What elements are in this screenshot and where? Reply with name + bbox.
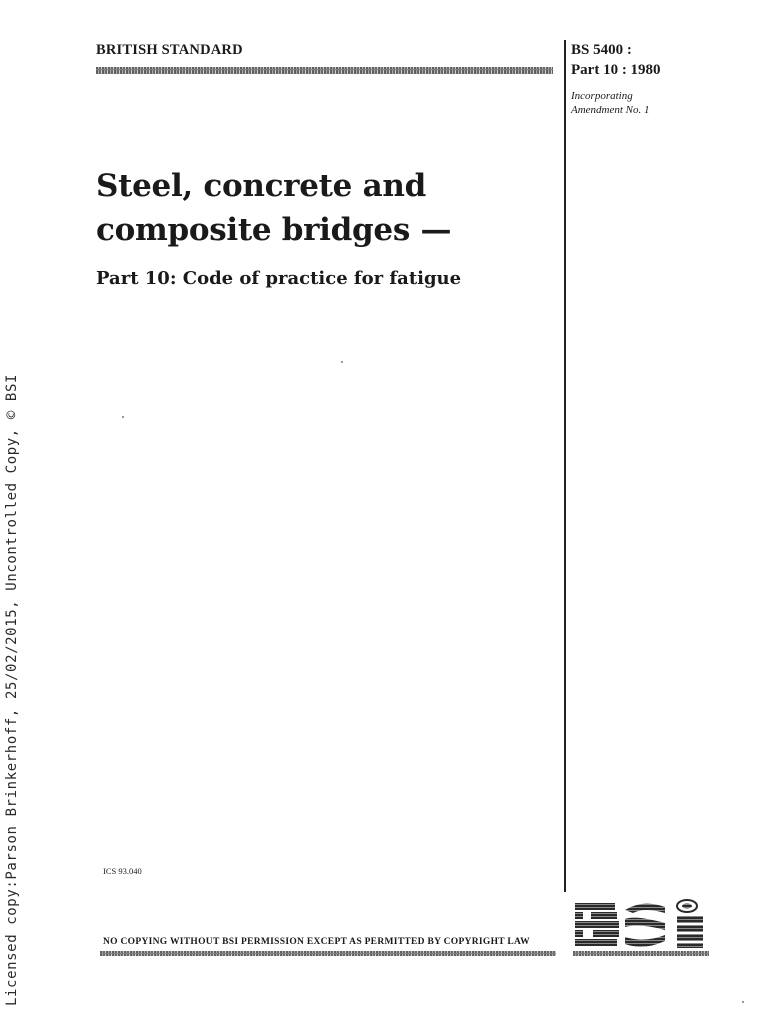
header-label: BRITISH STANDARD — [96, 42, 243, 58]
copyright-notice: NO COPYING WITHOUT BSI PERMISSION EXCEPT AS PERMITTED BY COPYRIGHT LAW — [103, 937, 530, 947]
scan-speck — [341, 361, 343, 363]
amendment-line-2: Amendment No. 1 — [571, 104, 650, 116]
bsi-logo-icon — [573, 897, 709, 957]
watermark-text: Licensed copy:Parson Brinkerhoff, 25/02/2015, Uncontrolled Copy, © BSI — [4, 373, 20, 1007]
ics-code: ICS 93.040 — [103, 866, 142, 876]
standard-number: BS 5400 : — [571, 42, 632, 58]
title-line-2: composite bridges — — [96, 212, 452, 248]
scan-speck — [742, 1001, 744, 1003]
license-watermark — [0, 0, 24, 1024]
standard-part: Part 10 : 1980 — [571, 62, 661, 78]
vertical-divider — [564, 40, 566, 892]
document-subtitle: Part 10: Code of practice for fatigue — [96, 268, 462, 289]
document-title — [96, 164, 451, 252]
standard-number-block — [571, 40, 661, 80]
footer-rule — [100, 951, 556, 956]
amendment-note — [571, 89, 650, 117]
title-line-1: Steel, concrete and — [96, 168, 426, 204]
header-rule — [96, 67, 553, 74]
scan-speck — [122, 416, 124, 418]
amendment-line-1: Incorporating — [571, 90, 633, 102]
